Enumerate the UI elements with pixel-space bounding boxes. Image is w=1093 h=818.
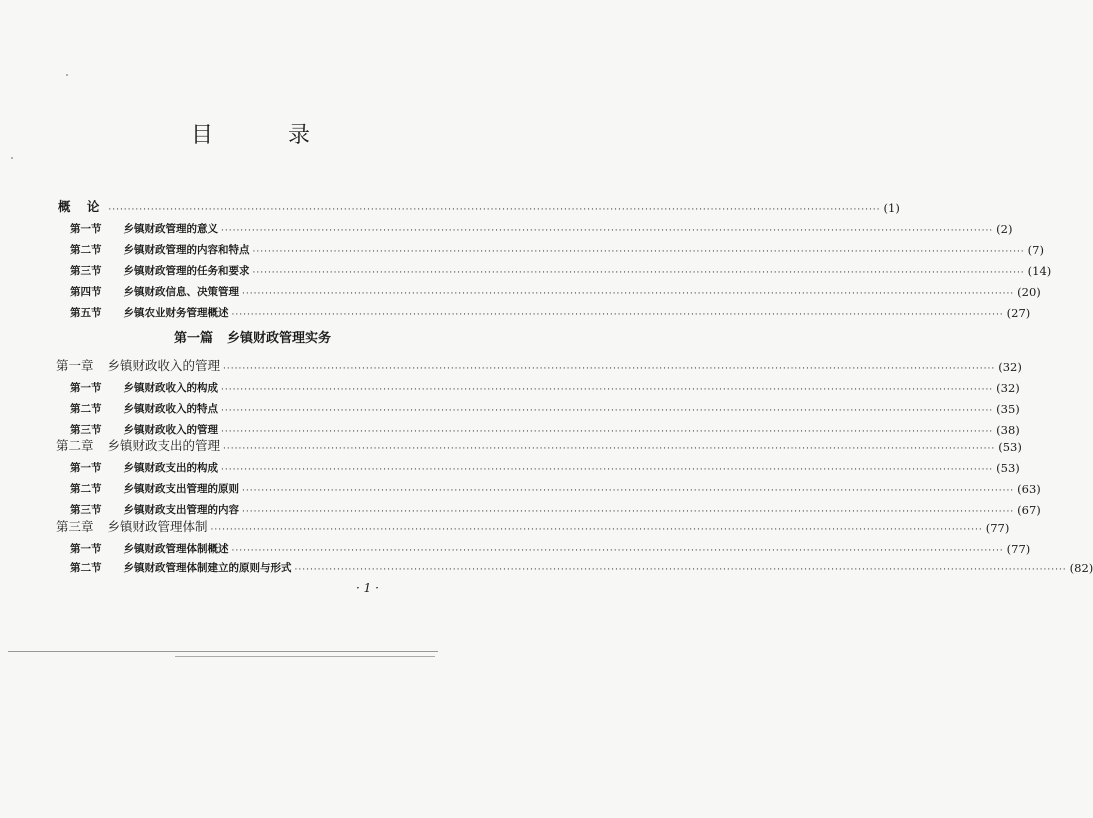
toc-page-number: (63): [1017, 482, 1041, 496]
toc-section-row: [0, 377, 1020, 395]
leader-dots: ········································································································································································································: [108, 205, 881, 215]
toc-title: 乡镇财政支出管理的内容: [123, 504, 239, 516]
toc-title: 乡镇财政管理体制建立的原则与形式: [123, 562, 292, 574]
toc-page-number: (7): [1027, 243, 1044, 257]
toc-section-row: [0, 538, 1031, 556]
toc-title: 乡镇财政收入的管理: [123, 424, 218, 436]
scan-speck: [11, 157, 13, 159]
toc-number: 第五节: [70, 307, 102, 319]
leader-dots: ········································································································································································································: [242, 289, 1015, 299]
toc-number: 第一节: [70, 223, 102, 235]
leader-dots: ········································································································································································································: [221, 406, 994, 416]
toc-title: 乡镇财政支出的构成: [123, 462, 218, 474]
toc-number: 第四节: [70, 286, 102, 298]
toc-page-number: (32): [996, 381, 1020, 395]
toc-section-row: [0, 239, 1044, 257]
toc-section-row: [0, 419, 1020, 437]
toc-number: 第二节: [70, 403, 102, 415]
toc-number: 第一节: [70, 382, 102, 394]
page-title: 目 录: [191, 123, 344, 148]
toc-title: 乡镇农业财务管理概述: [123, 307, 229, 319]
toc-title: 乡镇财政管理的任务和要求: [123, 265, 250, 277]
toc-number: 第一章: [56, 358, 94, 373]
toc-section-row: [0, 499, 1041, 517]
toc-title: 乡镇财政支出管理的原则: [123, 483, 239, 495]
toc-page-number: (35): [996, 402, 1020, 416]
toc-section-row: [0, 557, 1093, 575]
toc-title: 乡镇财政收入的构成: [123, 382, 218, 394]
toc-chapter-row: [0, 517, 1010, 535]
leader-dots: ········································································································································································································: [223, 444, 996, 454]
toc-section-row: [0, 457, 1020, 475]
page-number: · 1 ·: [356, 581, 379, 595]
toc-number: 第一节: [70, 462, 102, 474]
scan-edge-rule-2: [175, 656, 435, 657]
leader-dots: ········································································································································································································: [221, 465, 994, 475]
toc-page-number: (53): [998, 440, 1022, 454]
toc-title: 乡镇财政管理的意义: [123, 223, 218, 235]
toc-title: 乡镇财政管理体制概述: [123, 543, 229, 555]
toc-page-number: (27): [1006, 306, 1031, 320]
toc-title: 乡镇财政收入的特点: [123, 403, 218, 415]
toc-title: 乡镇财政收入的管理: [107, 358, 221, 373]
scan-edge-rule: [8, 651, 438, 652]
toc-section-row: [0, 478, 1041, 496]
toc-page-number: (82): [1069, 561, 1093, 575]
toc-title: 乡镇财政支出的管理: [107, 438, 221, 453]
toc-number: 第二节: [70, 562, 102, 574]
toc-page-number: (77): [1006, 542, 1031, 556]
toc-page-number: (2): [996, 222, 1013, 236]
toc-number: 第二节: [70, 244, 102, 256]
leader-dots: ········································································································································································································: [221, 385, 994, 395]
toc-page-number: (77): [985, 521, 1010, 535]
part-number: 第一篇: [173, 331, 213, 346]
toc-number: 第二章: [56, 438, 94, 453]
toc-number: 第一节: [70, 543, 102, 555]
part-title: 乡镇财政管理实务: [227, 331, 332, 346]
toc-section-row: [0, 260, 1052, 278]
toc-page-number: (32): [998, 360, 1022, 374]
toc-page-number: (20): [1017, 285, 1041, 299]
toc-number: 第三章: [56, 519, 94, 534]
toc-chapter-row: [0, 436, 1022, 454]
part-heading: [0, 327, 505, 346]
toc-page-number: (1): [883, 201, 900, 215]
toc-number: 第三节: [70, 265, 102, 277]
toc-number: 第三节: [70, 424, 102, 436]
toc-page-number: (67): [1017, 503, 1041, 517]
leader-dots: ········································································································································································································: [221, 427, 994, 437]
leader-dots: ········································································································································································································: [252, 268, 1025, 278]
toc-section-row: [0, 281, 1041, 299]
toc-section-row: [0, 218, 1013, 236]
toc-page-number: (38): [996, 423, 1020, 437]
toc-title: 乡镇财政管理的内容和特点: [123, 244, 250, 256]
leader-dots: ········································································································································································································: [294, 565, 1067, 575]
leader-dots: ········································································································································································································: [210, 525, 983, 535]
toc-title: 乡镇财政信息、决策管理: [123, 286, 239, 298]
leader-dots: ········································································································································································································: [242, 486, 1015, 496]
toc-section-row: [0, 302, 1031, 320]
toc-page-number: (14): [1027, 264, 1052, 278]
toc-number: 第三节: [70, 504, 102, 516]
toc-number: 第二节: [70, 483, 102, 495]
leader-dots: ········································································································································································································: [221, 226, 994, 236]
leader-dots: ········································································································································································································: [231, 310, 1004, 320]
leader-dots: ········································································································································································································: [231, 546, 1004, 556]
scan-speck: [66, 74, 68, 76]
leader-dots: ········································································································································································································: [252, 247, 1025, 257]
leader-dots: ········································································································································································································: [223, 364, 996, 374]
toc-intro-row: [0, 197, 900, 215]
toc-chapter-row: [0, 356, 1022, 374]
leader-dots: ········································································································································································································: [242, 507, 1015, 517]
toc-number: 概 论: [58, 199, 106, 214]
toc-page-number: (53): [996, 461, 1020, 475]
toc-title: 乡镇财政管理体制: [107, 519, 208, 534]
toc-section-row: [0, 398, 1020, 416]
